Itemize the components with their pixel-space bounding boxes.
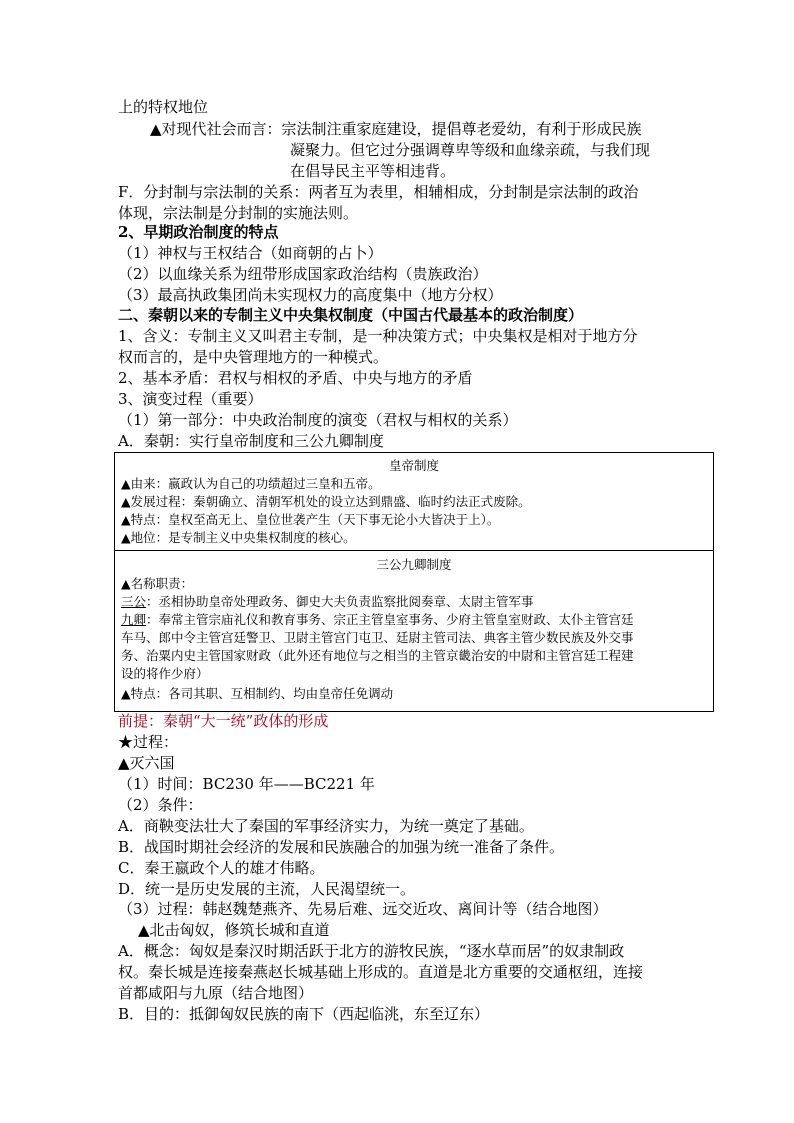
text-line: 3、演变过程（重要） [118, 390, 263, 408]
text-line: D．统一是历史发展的主流，人民渴望统一。 [118, 880, 416, 898]
jiuqing-text: ：奉常主管宗庙礼仪和教育事务、宗正主管皇室事务、少府主管皇室财政、太仆主管宫廷 [146, 612, 634, 627]
text-line: A．秦朝：实行皇帝制度和三公九卿制度 [118, 432, 384, 450]
text-line: ▲灭六国 [118, 754, 175, 772]
text-line: B．战国时期社会经济的发展和民族融合的加强为统一准备了条件。 [118, 838, 565, 856]
three-lords-nine-ministers-box [114, 550, 714, 712]
box-line: ▲名称职责： [121, 576, 194, 591]
text-line: C．秦王嬴政个人的雄才伟略。 [118, 859, 325, 877]
text-line: 2、基本矛盾：君权与相权的矛盾、中央与地方的矛盾 [118, 369, 473, 387]
text-line: （3）过程：韩赵魏楚燕齐、先易后难、远交近攻、离间计等（结合地图） [118, 900, 608, 918]
section-heading: 2、早期政治制度的特点 [118, 223, 279, 241]
text-line: 权而言的，是中央管理地方的一种模式。 [118, 348, 389, 366]
emperor-system-box [114, 452, 714, 551]
text-line: （1）时间：BC230 年——BC221 年 [118, 775, 375, 793]
box-line: ▲地位：是专制主义中央集权制度的核心。 [121, 530, 356, 545]
section-heading: 二、秦朝以来的专制主义中央集权制度（中国古代最基本的政治制度） [118, 306, 584, 324]
text-line: A．商鞅变法壮大了秦国的军事经济实力，为统一奠定了基础。 [118, 817, 534, 835]
text-line: 上的特权地位 [118, 98, 209, 116]
box-line: ▲由来：嬴政认为自己的功绩超过三皇和五帝。 [121, 476, 381, 491]
text-line: 首都咸阳与九原（结合地图） [118, 984, 314, 1002]
text-line: （1）神权与王权结合（如商朝的占卜） [118, 244, 383, 262]
text-line: 权。秦长城是连接秦燕赵长城基础上形成的。直道是北方重要的交通枢纽，连接 [118, 963, 644, 981]
text-line: 体现，宗法制是分封制的实施法则。 [118, 204, 359, 222]
text-line: ★过程： [118, 733, 179, 751]
box-line: 务、治粟内史主管国家财政（此外还有地位与之相当的主管京畿治安的中尉和主管宫廷工程建 [121, 648, 634, 663]
box-title: 三公九卿制度 [376, 557, 452, 572]
text-line: F．分封制与宗法制的关系：两者互为表里，相辅相成，分封制是宗法制的政治 [118, 183, 639, 201]
box-title: 皇帝制度 [388, 458, 439, 473]
text-line: （2）条件： [118, 796, 203, 814]
box-line: ▲特点：皇权至高无上、皇位世袭产生（天下事无论小大皆决于上）。 [121, 512, 500, 527]
text-line: ▲北击匈奴，修筑长城和直道 [138, 921, 330, 939]
text-line: （1）第一部分：中央政治制度的演变（君权与相权的关系） [118, 411, 518, 429]
box-line: ▲特点：各司其职、互相制约、均由皇帝任免调动 [121, 686, 394, 701]
text-line: 1、含义：专制主义又叫君主专制，是一种决策方式；中央集权是相对于地方分 [118, 327, 638, 345]
text-line: A．概念：匈奴是秦汉时期活跃于北方的游牧民族，“逐水草而居”的奴隶制政 [118, 942, 625, 960]
text-line: 凝聚力。但它过分强调尊卑等级和血缘亲疏，与我们现 [290, 141, 651, 159]
text-line: （2）以血缘关系为纽带形成国家政治结构（贵族政治） [118, 265, 488, 283]
box-line [121, 611, 634, 629]
text-line: ▲对现代社会而言：宗法制注重家庭建设，提倡尊老爱幼，有利于形成民族 [150, 120, 642, 138]
box-line: ▲发展过程：秦朝确立、清朝军机处的设立达到鼎盛、临时约法正式废除。 [121, 494, 531, 509]
text-line: 在倡导民主平等相违背。 [290, 162, 456, 180]
sangong-text: ：丞相协助皇帝处理政务、御史大夫负责监察批阅奏章、太尉主管军事 [146, 594, 534, 609]
sangong-label: 三公 [121, 594, 147, 609]
text-line: B．目的：抵御匈奴民族的南下（西起临洮，东至辽东） [118, 1005, 490, 1023]
premise-line: 前提：秦朝“大一统”政体的形成 [118, 712, 329, 730]
box-line [121, 593, 534, 611]
jiuqing-label: 九卿 [121, 612, 147, 627]
box-line: 设的将作少府） [121, 666, 209, 681]
text-line: （3）最高执政集团尚未实现权力的高度集中（地方分权） [118, 286, 503, 304]
box-line: 车马、郎中令主管宫廷警卫、卫尉主管宫门屯卫、廷尉主管司法、典客主管少数民族及外交事 [121, 630, 634, 645]
